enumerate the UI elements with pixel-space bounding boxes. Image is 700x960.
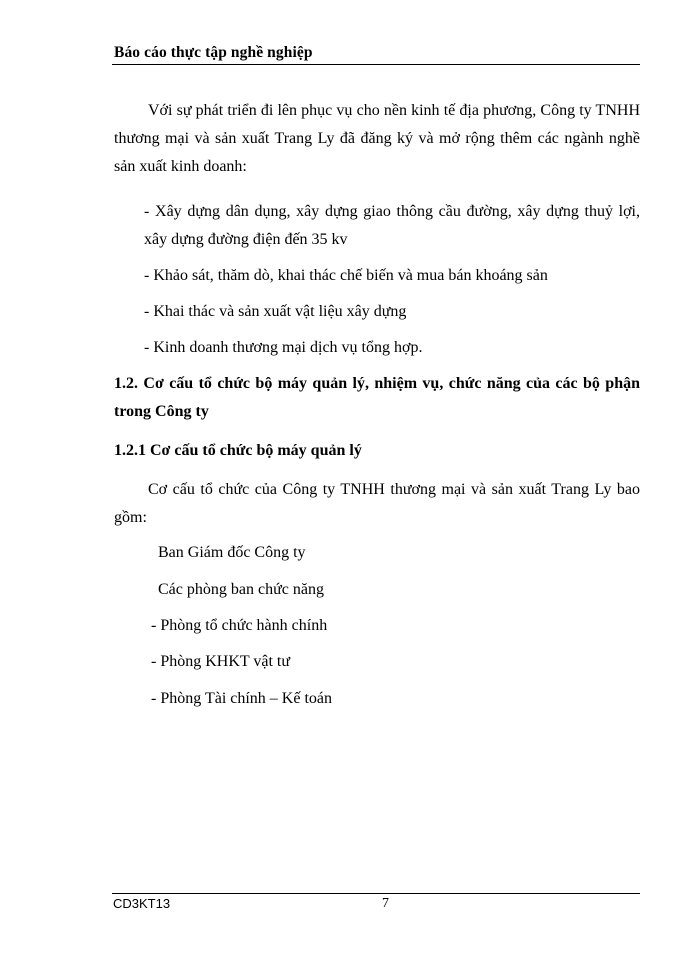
- org-item: - Phòng Tài chính – Kế toán: [151, 690, 333, 707]
- org-item: Các phòng ban chức năng: [158, 581, 324, 598]
- business-line-item: - Kinh doanh thương mại dịch vụ tổng hợp.: [144, 339, 423, 356]
- subsection-heading: 1.2.1 Cơ cấu tổ chức bộ máy quản lý: [114, 442, 362, 459]
- section-heading: 1.2. Cơ cấu tổ chức bộ máy quản lý, nhiệm vụ, chức năng của các bộ phận trong Công ty: [114, 375, 640, 420]
- org-item: Ban Giám đốc Công ty: [158, 544, 306, 561]
- structure-intro-paragraph: Cơ cấu tổ chức của Công ty TNHH thương mại và sản xuất Trang Ly bao gồm:: [114, 481, 640, 526]
- org-item: - Phòng tổ chức hành chính: [151, 617, 328, 634]
- running-header-title: Báo cáo thực tập nghề nghiệp: [114, 44, 313, 61]
- header-divider: [112, 64, 640, 65]
- business-line-item: - Khai thác và sản xuất vật liệu xây dựng: [144, 303, 407, 320]
- business-line-item: - Khảo sát, thăm dò, khai thác chế biến và mua bán khoáng sản: [144, 267, 548, 284]
- footer-code: CD3KT13: [113, 896, 171, 911]
- footer-divider: [112, 893, 640, 894]
- page-number: 7: [382, 896, 389, 911]
- org-item: - Phòng KHKT vật tư: [151, 653, 291, 670]
- intro-paragraph: Với sự phát triển đi lên phục vụ cho nền kinh tế địa phương, Công ty TNHH thương mại và sản xuất Trang Ly đã đăng ký và mở rộng thêm các ngành nghề sản xuất kinh doanh:: [114, 102, 640, 175]
- business-line-item: - Xây dựng dân dụng, xây dựng giao thông cầu đường, xây dựng thuỷ lợi, xây dựng đường điện đến 35 kv: [144, 203, 640, 248]
